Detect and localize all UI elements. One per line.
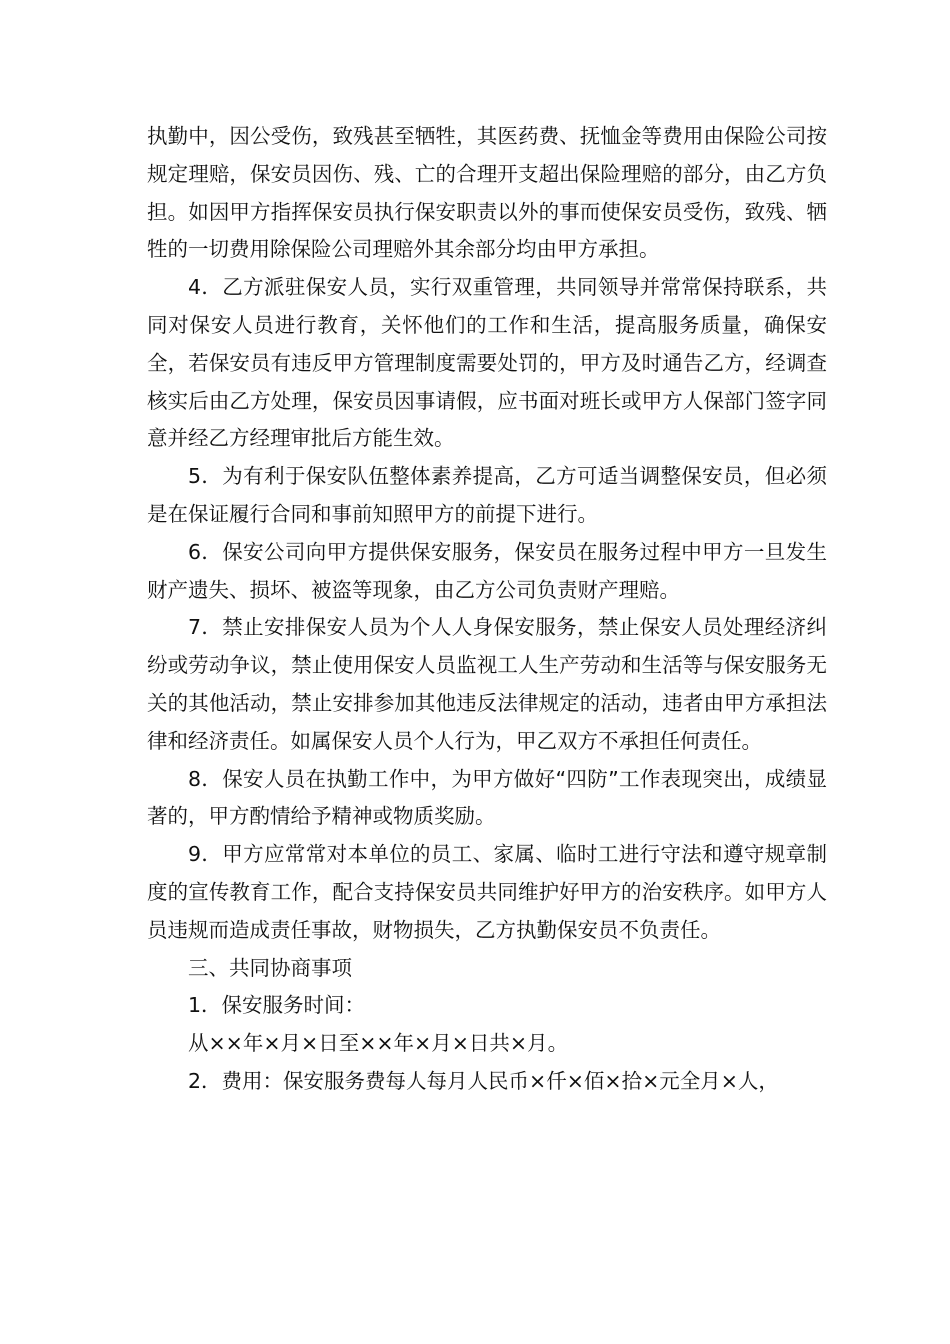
paragraph-fees: 2．费用：保安服务费每人每月人民币×仟×佰×拾×元全月×人，: [188, 1068, 779, 1093]
paragraph-continuation: 执勤中，因公受伤，致残甚至牺牲，其医药费、抚恤金等费用由保险公司按规定理赔，保安员因伤、残、亡的合理开支超出保险理赔的部分，由乙方负担。如因甲方指挥保安员执行保安职责以外的事而使保安员受伤，致残、牺牲的一切费用除保险公司理赔外其余部分均由甲方承担。: [147, 124, 827, 262]
paragraph-item-4: 4．乙方派驻保安人员，实行双重管理，共同领导并常常保持联系，共同对保安人员进行教育，关怀他们的工作和生活，提高服务质量，确保安全，若保安员有违反甲方管理制度需要处罚的，甲方及时通告乙方，经调查核实后由乙方处理，保安员因事请假，应书面对班长或甲方人保部门签字同意并经乙方经理审批后方能生效。: [147, 275, 827, 451]
paragraph-item-8: 8．保安人员在执勤工作中，为甲方做好“四防”工作表现突出，成绩显著的，甲方酌情给予精神或物质奖励。: [147, 766, 827, 829]
section-heading: 三、共同协商事项: [188, 955, 352, 980]
paragraph-date-range: 从××年×月×日至××年×月×日共×月。: [188, 1031, 569, 1056]
paragraph-service-time: 1．保安服务时间：: [188, 993, 366, 1018]
paragraph-item-5: 5．为有利于保安队伍整体素养提高，乙方可适当调整保安员，但必须是在保证履行合同和事前知照甲方的前提下进行。: [147, 464, 827, 526]
document-body: [147, 118, 827, 1101]
paragraph-item-9: 9．甲方应常常对本单位的员工、家属、临时工进行守法和遵守规章制度的宣传教育工作，配合支持保安员共同维护好甲方的治安秩序。如甲方人员违规而造成责任事故，财物损失，乙方执勤保安员不负责任。: [147, 842, 827, 942]
paragraph-item-6: 6．保安公司向甲方提供保安服务，保安员在服务过程中甲方一旦发生财产遗失、损坏、被盗等现象，由乙方公司负责财产理赔。: [147, 539, 827, 602]
paragraph-item-7: 7．禁止安排保安人员为个人人身保安服务，禁止保安人员处理经济纠纷或劳动争议，禁止使用保安人员监视工人生产劳动和生活等与保安服务无关的其他活动，禁止安排参加其他违反法律规定的活动，违者由甲方承担法律和经济责任。如属保安人员个人行为，甲乙双方不承担任何责任。: [147, 615, 827, 753]
